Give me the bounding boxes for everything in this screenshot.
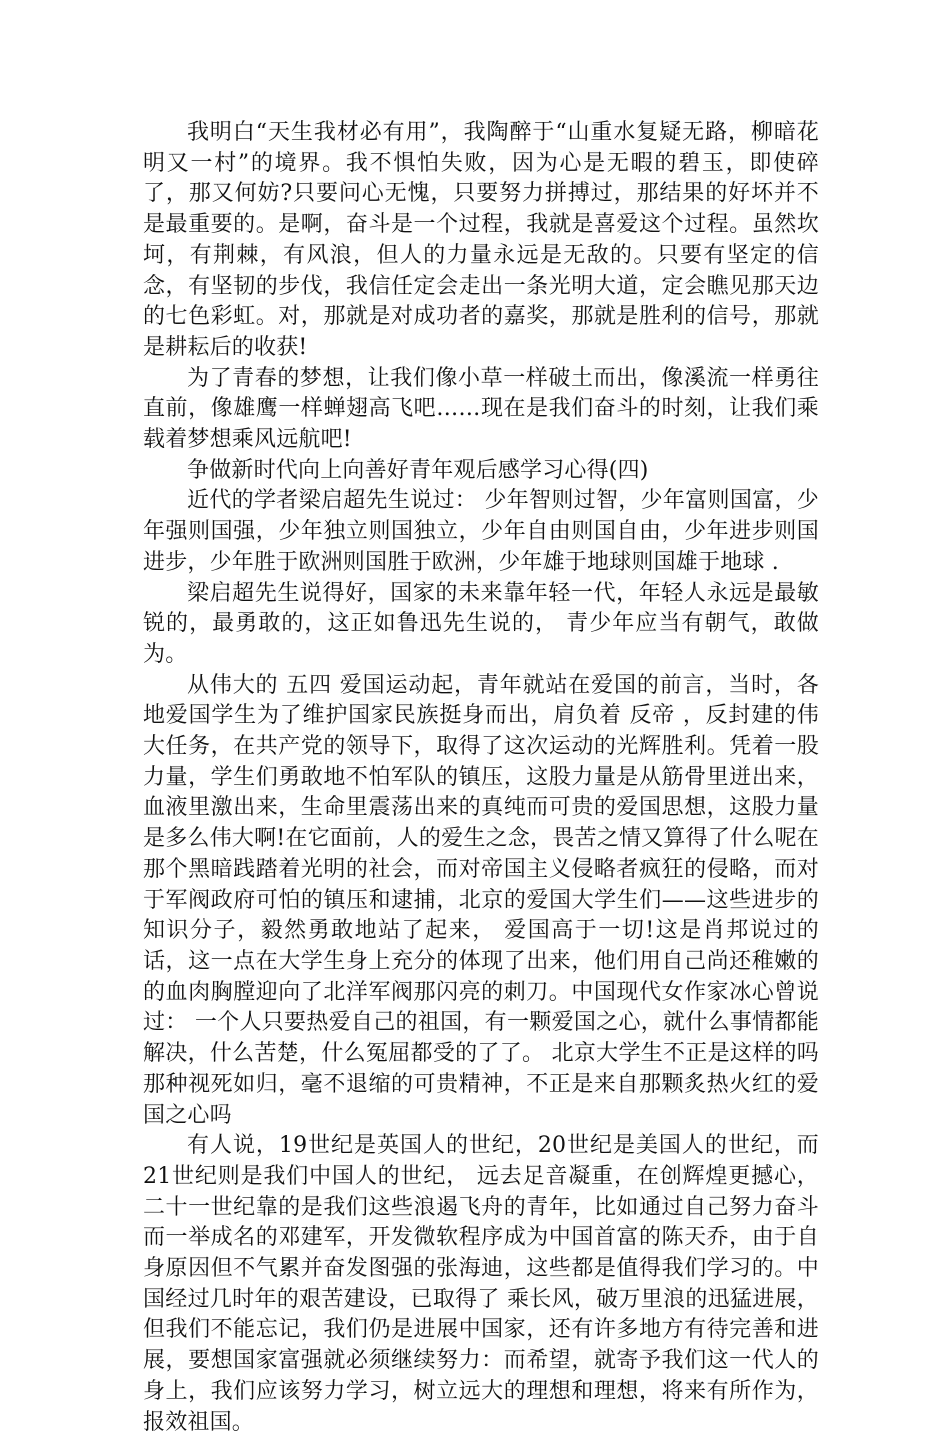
paragraph-dream-struggle: 我明白“天生我材必有用”，我陶醉于“山重水复疑无路，柳暗花明又一村”的境界。我不惧怕失败，因为心是无暇的碧玉，即使碎了，那又何妨?只要问心无愧，只要努力拼搏过，那结果的好坏并不是最重要的。是啊，奋斗是一个过程，我就是喜爱这个过程。虽然坎坷，有荆棘，有风浪，但人的力量永远是无敌的。只要有坚定的信念，有坚韧的步伐，我信任定会走出一条光明大道，定会瞧见那天边的七色彩虹。对，那就是对成功者的嘉奖，那就是胜利的信号，那就是耕耘后的收获! [143, 120, 819, 360]
paragraph-21st-century: 有人说，19世纪是英国人的世纪，20世纪是美国人的世纪，而21世纪则是我们中国人的世纪， 远去足音凝重，在创辉煌更撼心，二十一世纪靠的是我们这些浪遏飞舟的青年，比如通过自己努力奋斗而一举成名的邓建军，开发微软程序成为中国首富的陈天乔，由于自身原因但不气累并奋发图强的张海迪，这些都是值得我们学习的。中国经过几时年的艰苦建设，已取得了 乘长风，破万里浪的迅猛进展，但我们不能忘记，我们仍是进展中国家，还有许多地方有待完善和进展，要想国家富强就必须继续努力：而希望，就寄予我们这一代人的身上，我们应该努力学习，树立远大的理想和理想，将来有所作为，报效祖国。 [143, 1133, 819, 1435]
paragraph-liang-qichao-comment: 梁启超先生说得好，国家的未来靠年轻一代，年轻人永远是最敏锐的，最勇敢的，这正如鲁迅先生说的， 青少年应当有朝气，敢做为。 [143, 580, 819, 667]
document-body [143, 118, 819, 1438]
paragraph-liang-qichao-quote: 近代的学者梁启超先生说过： 少年智则过智，少年富则国富，少年强则国强，少年独立则国独立，少年自由则国自由，少年进步则国进步，少年胜于欧洲则国胜于欧洲，少年雄于地球则国雄于地球 . [143, 488, 819, 575]
paragraph-youth-dream: 为了青春的梦想，让我们像小草一样破土而出，像溪流一样勇往直前，像雄鹰一样蝉翅高飞吧……现在是我们奋斗的时刻，让我们乘载着梦想乘风远航吧! [143, 365, 819, 453]
paragraph-may-fourth: 从伟大的 五四 爱国运动起，青年就站在爱国的前言，当时，各地爱国学生为了维护国家民族挺身而出，肩负着 反帝 ，反封建的伟大任务，在共产党的领导下，取得了这次运动的光辉胜利。凭着一股力量，学生们勇敢地不怕军队的镇压，这股力量是从筋骨里迸出来，血液里激出来，生命里震荡出来的真纯而可贵的爱国思想，这股力量是多么伟大啊!在它面前，人的爱生之念，畏苦之情又算得了什么呢在那个黑暗践踏着光明的社会，而对帝国主义侵略者疯狂的侵略，而对于军阀政府可怕的镇压和逮捕，北京的爱国大学生们——这些进步的知识分子，毅然勇敢地站了起来， 爱国高于一切!这是肖邦说过的话，这一点在大学生身上充分的体现了出来，他们用自己尚还稚嫩的的血肉胸膛迎向了北洋军阀那闪亮的刺刀。中国现代女作家冰心曾说过： 一个人只要热爱自己的祖国，有一颗爱国之心，就什么事情都能解决，什么苦楚，什么冤屈都受的了了。 北京大学生不正是这样的吗那种视死如归，毫不退缩的可贵精神，不正是来自那颗炙热火红的爱国之心吗 [143, 672, 819, 1128]
section-heading: 争做新时代向上向善好青年观后感学习心得(四) [187, 457, 649, 483]
